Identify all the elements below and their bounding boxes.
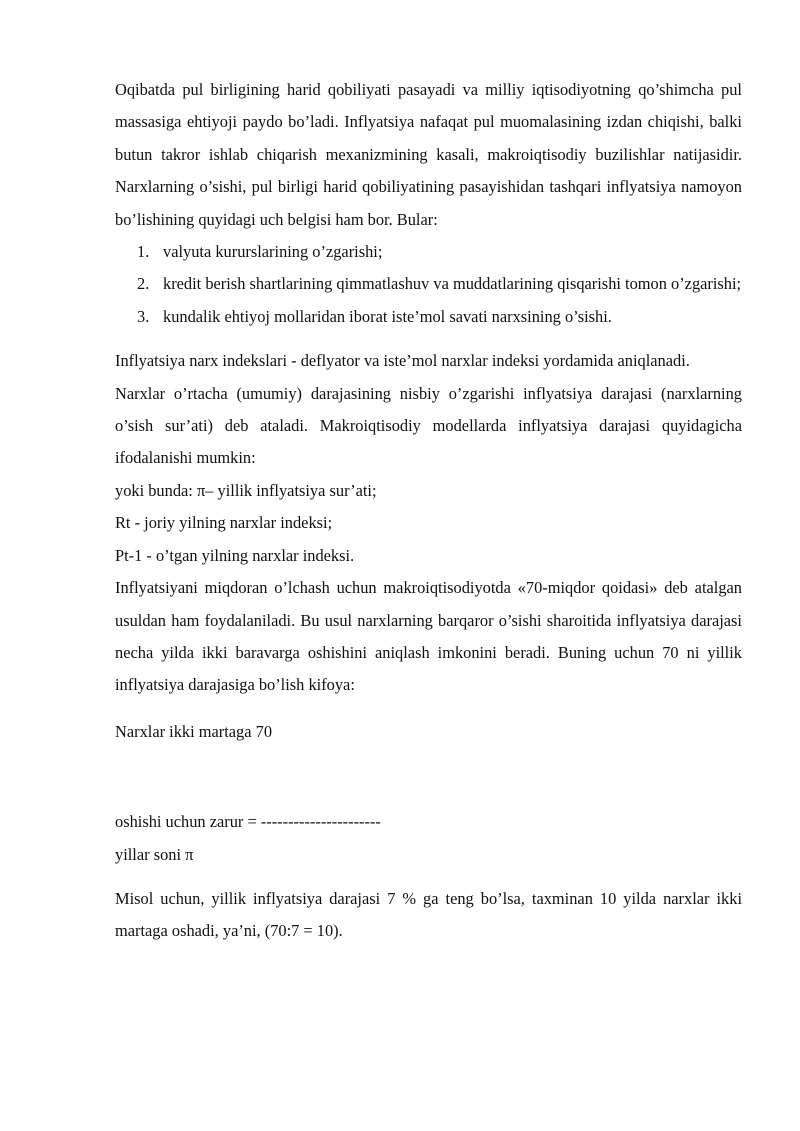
list-item-text: kundalik ehtiyoj mollaridan iborat iste’mol savati narxsining o’sishi.	[163, 306, 612, 326]
formula-middle: oshishi uchun zarur = ----------------------	[115, 812, 381, 832]
list-item-text: valyuta kururslarining o’zgarishi;	[163, 242, 383, 262]
definition-rt: Rt - joriy yilning narxlar indeksi;	[115, 513, 333, 533]
spacer	[115, 748, 742, 806]
formula-top: Narxlar ikki martaga 70	[115, 721, 273, 741]
paragraph-price-indices: Inflyatsiya narx indekslari - deflyator va iste’mol narxlar indeksi yordamida aniqlanadi.	[115, 351, 690, 371]
signs-list	[115, 236, 742, 333]
list-item-number: 1.	[137, 242, 150, 262]
list-item	[115, 236, 742, 268]
formula-bottom: yillar soni π	[115, 844, 194, 864]
list-item	[115, 301, 742, 333]
spacer	[115, 702, 742, 716]
definition-pi: yoki bunda: π– yillik inflyatsiya sur’ati;	[115, 480, 377, 500]
list-item-number: 3.	[137, 306, 150, 326]
paragraph-example: Misol uchun, yillik inflyatsiya darajasi 7 % ga teng bo’lsa, taxminan 10 yilda narxlar ikki martaga oshadi, ya’ni, (70:7 = 10).	[115, 888, 742, 941]
spacer	[115, 333, 742, 345]
list-item	[115, 268, 742, 300]
list-item-text: kredit berish shartlarining qimmatlashuv va muddatlarining qisqarishi tomon o’zgarishi;	[163, 274, 742, 294]
paragraph-intro: Oqibatda pul birligining harid qobiliyati pasayadi va milliy iqtisodiyotning qo’shimcha pul massasiga ehtiyoji paydo bo’ladi. Inflyatsiya nafaqat pul muomalasining izdan chiqishi, balki butun takror ishlab chiqarish mexanizmining kasali, makroiqtisodiy buzilishlar natijasidir. Narxlarning o’sishi, pul birligi harid qobiliyatining pasayishidan tashqari inflyatsiya namoyon bo’lishining quyidagi uch belgisi ham bor. Bular:	[115, 80, 742, 229]
document-body	[115, 74, 742, 948]
list-item-number: 2.	[137, 274, 150, 294]
definition-pt: Pt-1 - o’tgan yilning narxlar indeksi.	[115, 545, 355, 565]
spacer	[115, 871, 742, 883]
paragraph-rule-of-70: Inflyatsiyani miqdoran o’lchash uchun makroiqtisodiyotda «70-miqdor qoidasi» deb atalgan usuldan ham foydalaniladi. Bu usul narxlarning barqaror o’sishi sharoitida inflyatsiya darajasi necha yilda ikki baravarga oshishini aniqlash imkonini beradi. Buning uchun 70 ni yillik inflyatsiya darajasiga bo’lish kifoya:	[115, 578, 742, 695]
paragraph-inflation-rate: Narxlar o’rtacha (umumiy) darajasining nisbiy o’zgarishi inflyatsiya darajasi (narxlarning o’sish sur’ati) deb ataladi. Makroiqtisodiy modellarda inflyatsiya darajasi quyidagicha ifodalanishi mumkin:	[115, 383, 742, 468]
